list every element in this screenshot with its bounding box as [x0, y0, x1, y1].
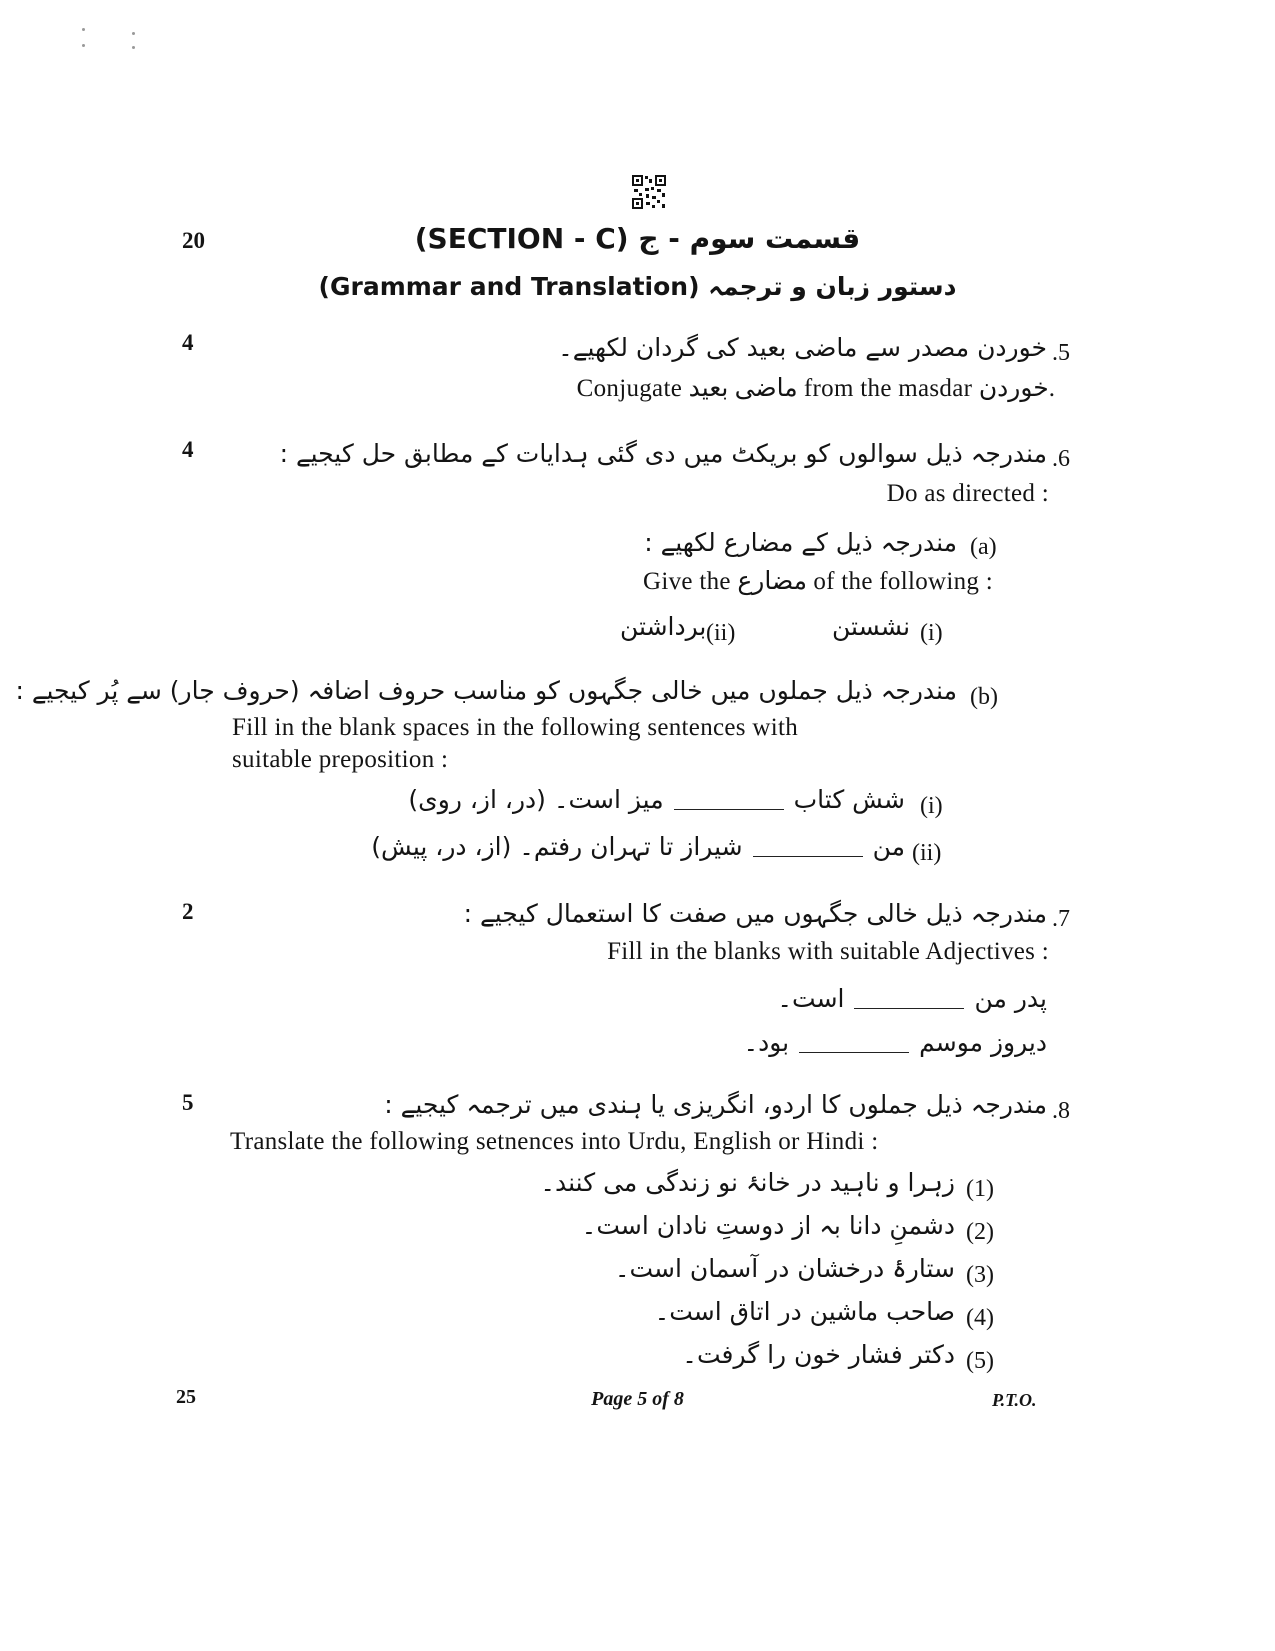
q8-item-text: زہرا و ناہید در خانۂ نو زندگی می کنند۔ — [540, 1168, 955, 1197]
answer-blank — [799, 1052, 909, 1053]
q6b-item-label: (i) — [920, 793, 943, 819]
q7-english-text: Fill in the blanks with suitable Adjectives : — [607, 938, 1049, 965]
q6-urdu-text: مندرجہ ذیل سوالوں کو بریکٹ میں دی گئی ہدایات کے مطابق حل کیجیے : — [279, 439, 1047, 468]
q8-marks: 5 — [182, 1090, 194, 1115]
scan-speck — [132, 32, 135, 35]
q7-urdu-text: مندرجہ ذیل خالی جگہوں میں صفت کا استعمال کیجیے : — [463, 899, 1047, 928]
q6-english-text: Do as directed : — [886, 480, 1049, 507]
q7-item-sentence — [777, 984, 1047, 1013]
q8-item-text: صاحب ماشین در اتاق است۔ — [654, 1297, 955, 1326]
q8-item-text: دشمنِ دانا بہ از دوستِ نادان است۔ — [581, 1211, 955, 1240]
q8-item-text: دکتر فشار خون را گرفت۔ — [682, 1340, 955, 1369]
q8-item-label: (1) — [966, 1176, 994, 1202]
q6b-item-label: (ii) — [912, 840, 942, 866]
pto-note: P.T.O. — [992, 1390, 1037, 1410]
scan-speck — [132, 46, 135, 49]
q8-item-label: (5) — [966, 1348, 994, 1374]
q7-number: .7 — [1052, 906, 1070, 932]
q6b-english-line-1: Fill in the blank spaces in the following sentences with — [232, 714, 799, 741]
q6-number: .6 — [1052, 446, 1070, 472]
q6a-item-label: (i) — [920, 620, 943, 646]
q6a-item-label: (ii) — [706, 620, 736, 646]
q6b-item-before: من — [872, 832, 905, 861]
q6a-label: (a) — [970, 534, 997, 560]
q6b-item-sentence — [371, 832, 905, 861]
q7-item-sentence — [743, 1028, 1047, 1057]
answer-blank — [674, 809, 784, 810]
q6b-item-after: شیراز تا تہران رفتم۔ (از، در، پیش) — [371, 832, 743, 861]
q6b-urdu-text: مندرجہ ذیل جملوں میں خالی جگہوں کو مناسب حروف اضافہ (حروف جار) سے پُر کیجیے : — [15, 676, 957, 705]
q6b-item-sentence — [408, 785, 905, 814]
q8-item-label: (2) — [966, 1219, 994, 1245]
section-marks: 20 — [182, 228, 205, 253]
q6a-urdu-text: مندرجہ ذیل کے مضارع لکھیے : — [644, 528, 957, 557]
q6b-label: (b) — [970, 684, 998, 710]
q7-marks: 2 — [182, 899, 194, 924]
section-subtitle: (Grammar and Translation) دستور زبان و ترجمہ — [318, 272, 957, 301]
scan-speck — [82, 44, 85, 47]
q6a-item-text: نشستن — [832, 612, 911, 641]
q7-item-before: دیروز موسم — [919, 1028, 1047, 1057]
answer-blank — [854, 1008, 964, 1009]
section-title: (SECTION - C) قسمت سوم - ج — [414, 222, 861, 255]
answer-blank — [753, 856, 863, 857]
q6b-item-after: میز است۔ (در، از، روی) — [408, 785, 664, 814]
q6b-item-before: شش کتاب — [793, 785, 905, 814]
q8-english-text: Translate the following setnences into Urdu, English or Hindi : — [230, 1128, 879, 1155]
q6a-item-text: برداشتن — [620, 612, 707, 641]
qr-code-icon — [631, 174, 667, 210]
paper-code: 25 — [176, 1386, 196, 1408]
q6-marks: 4 — [182, 437, 194, 462]
q8-item-label: (4) — [966, 1305, 994, 1331]
q5-urdu-text: خوردن مصدر سے ماضی بعید کی گردان لکھیے۔ — [558, 333, 1047, 362]
q7-item-after: بود۔ — [743, 1028, 790, 1057]
q8-number: .8 — [1052, 1098, 1070, 1124]
q5-marks: 4 — [182, 330, 194, 355]
q7-item-after: است۔ — [777, 984, 845, 1013]
q6b-english-line-2: suitable preposition : — [232, 746, 449, 773]
page-number: Page 5 of 8 — [591, 1388, 684, 1410]
q8-urdu-text: مندرجہ ذیل جملوں کا اردو، انگریزی یا ہندی میں ترجمہ کیجیے : — [384, 1090, 1047, 1119]
q5-english-text: Conjugate ماضی بعید from the masdar خوردن. — [576, 375, 1055, 402]
q5-number: .5 — [1052, 340, 1070, 366]
q6a-english-text: Give the مضارع of the following : — [643, 568, 993, 595]
q8-item-text: ستارۂ درخشان در آسمان است۔ — [614, 1254, 955, 1283]
scan-speck — [82, 28, 85, 31]
q8-item-label: (3) — [966, 1262, 994, 1288]
q7-item-before: پدر من — [974, 984, 1047, 1013]
